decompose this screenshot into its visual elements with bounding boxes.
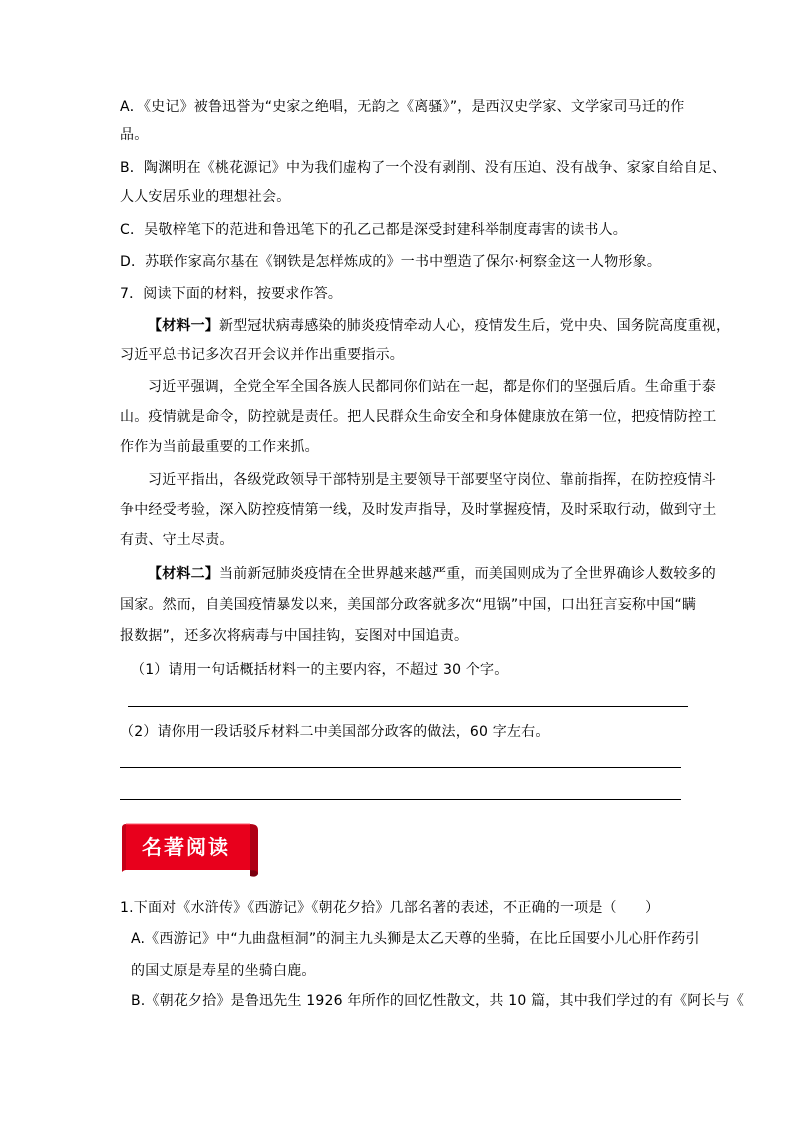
option-d-line: D．苏联作家高尔基在《钢铁是怎样炼成的》一书中塑造了保尔·柯察金这一人物形象。 [120,254,662,270]
material-1-para-3-line-2: 争中经受考验，深入防控疫情第一线，及时发声指导，及时掌握疫情，及时采取行动，做到守土 [120,502,717,518]
answer-line-3 [120,799,681,800]
material-1-text: 新型冠状病毒感染的肺炎疫情牵动人心，疫情发生后，党中央、国务院高度重视， [219,318,731,334]
sub-question-2: （2）请你用一段话驳斥材料二中美国部分政客的做法，60 字左右。 [120,724,550,740]
option-c-line: C．吴敬梓笔下的范进和鲁迅笔下的孔乙己都是深受封建科举制度毒害的读书人。 [120,222,627,238]
option-b-line-2: 人人安居乐业的理想社会。 [120,189,291,205]
material-1-para-2-line-2: 山。疫情就是命令，防控就是责任。把人民群众生命安全和身体健康放在第一位，把疫情防控工 [120,409,717,425]
material-1-line-2: 习近平总书记多次召开会议并作出重要指示。 [120,347,404,363]
answer-line-1 [128,706,688,707]
material-1-line-1 [148,316,730,336]
material-1-para-2-line-1: 习近平强调，全党全军全国各族人民都同你们站在一起，都是你们的坚强后盾。生命重于泰 [148,379,716,395]
material-2-line-3: 报数据”，还多次将病毒与中国挂钩，妄图对中国追责。 [120,628,469,644]
question-1-option-b-line-1: B.《朝花夕拾》是鲁迅先生 1926 年所作的回忆性散文，共 10 篇，其中我们学过的有《阿长与《 [131,993,745,1009]
section-title: 名著阅读 [142,834,230,859]
option-a-line-2: 品。 [120,127,149,143]
material-2-text: 当前新冠肺炎疫情在全世界越来越严重，而美国则成为了全世界确诊人数较多的 [219,566,716,582]
question-1-stem: 1.下面对《水浒传》《西游记》《朝花夕拾》几部名著的表述，不正确的一项是（ ） [120,900,660,916]
material-2-line-1 [148,564,716,584]
material-1-para-3-line-3: 有责、守土尽责。 [120,532,234,548]
question-1-option-a-line-1: A.《西游记》中“九曲盘桓洞”的洞主九头狮是太乙天尊的坐骑，在比丘国要小儿心肝作药引 [131,931,700,947]
option-b-line-1: B．陶渊明在《桃花源记》中为我们虚构了一个没有剥削、没有压迫、没有战争、家家自给自足、 [120,160,727,176]
answer-line-2 [120,767,681,768]
material-2-label: 【材料二】 [148,566,219,582]
material-1-para-2-line-3: 作作为当前最重要的工作来抓。 [120,439,319,455]
material-1-label: 【材料一】 [148,318,219,334]
option-a-line-1: A．《史记》被鲁迅誉为“史家之绝唱，无韵之《离骚》”，是西汉史学家、文学家司马迁的作 [120,99,685,115]
question-1-option-a-line-2: 的国丈原是寿星的坐骑白鹿。 [131,963,316,979]
material-1-para-3-line-1: 习近平指出，各级党政领导干部特别是主要领导干部要坚守岗位、靠前指挥，在防控疫情斗 [148,472,716,488]
question-7-prompt: 7．阅读下面的材料，按要求作答。 [120,286,343,302]
material-2-line-2: 国家。然而，自美国疫情暴发以来，美国部分政客就多次“甩锅”中国，口出狂言妄称中国“瞒 [120,597,697,613]
section-banner [122,820,262,878]
sub-question-1: （1）请用一句话概括材料一的主要内容，不超过 30 个字。 [131,662,509,678]
